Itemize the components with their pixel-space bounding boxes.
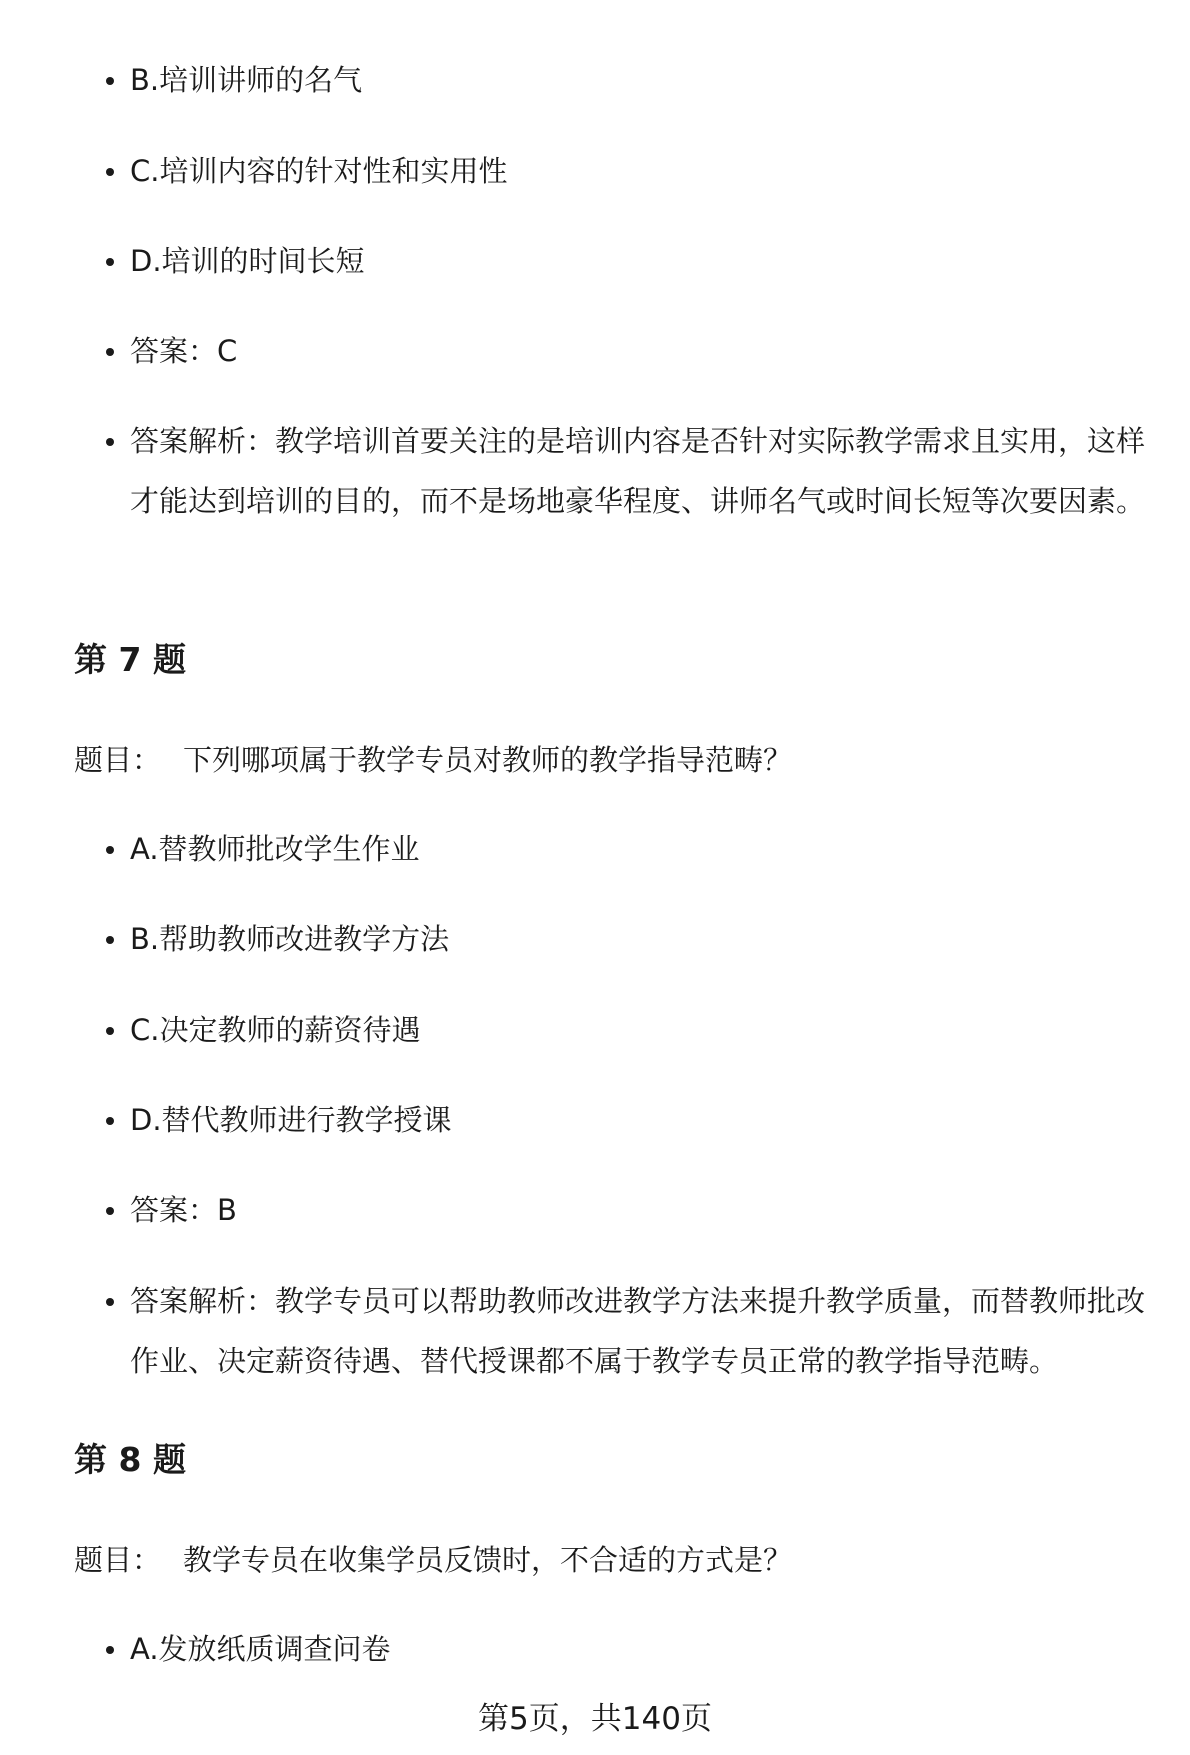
q6-option-c: C.培训内容的针对性和实用性 [130,141,1165,201]
q8-option-a: A.发放纸质调查问卷 [130,1619,1165,1679]
q6-option-b: B.培训讲师的名气 [130,50,1165,110]
q7-option-a: A.替教师批改学生作业 [130,819,1165,879]
q7-prompt-text: 下列哪项属于教学专员对教师的教学指导范畴？ [183,743,793,777]
q8-prompt [74,1538,792,1582]
q7-option-c: C.决定教师的薪资待遇 [130,1000,1165,1060]
q8-prompt-text: 教学专员在收集学员反馈时，不合适的方式是？ [183,1543,793,1577]
q7-heading: 第 7 题 [74,640,186,679]
q7-answer: 答案：B [130,1180,1165,1240]
q7-option-b: B.帮助教师改进教学方法 [130,909,1165,969]
q7-option-d: D.替代教师进行教学授课 [130,1090,1165,1150]
q7-explanation: 答案解析：教学专员可以帮助教师改进教学方法来提升教学质量，而替教师批改作业、决定薪资待遇、替代授课都不属于教学专员正常的教学指导范畴。 [130,1271,1165,1391]
q7-prompt [74,738,792,782]
q6-explanation: 答案解析：教学培训首要关注的是培训内容是否针对实际教学需求且实用，这样才能达到培训的目的，而不是场地豪华程度、讲师名气或时间长短等次要因素。 [130,411,1165,531]
page-number-footer: 第5页，共140页 [478,1701,712,1737]
q8-prompt-label: 题目： [74,1543,162,1577]
q6-option-d: D.培训的时间长短 [130,231,1165,291]
q8-heading: 第 8 题 [74,1440,186,1479]
q7-prompt-label: 题目： [74,743,162,777]
q6-answer: 答案：C [130,321,1165,381]
